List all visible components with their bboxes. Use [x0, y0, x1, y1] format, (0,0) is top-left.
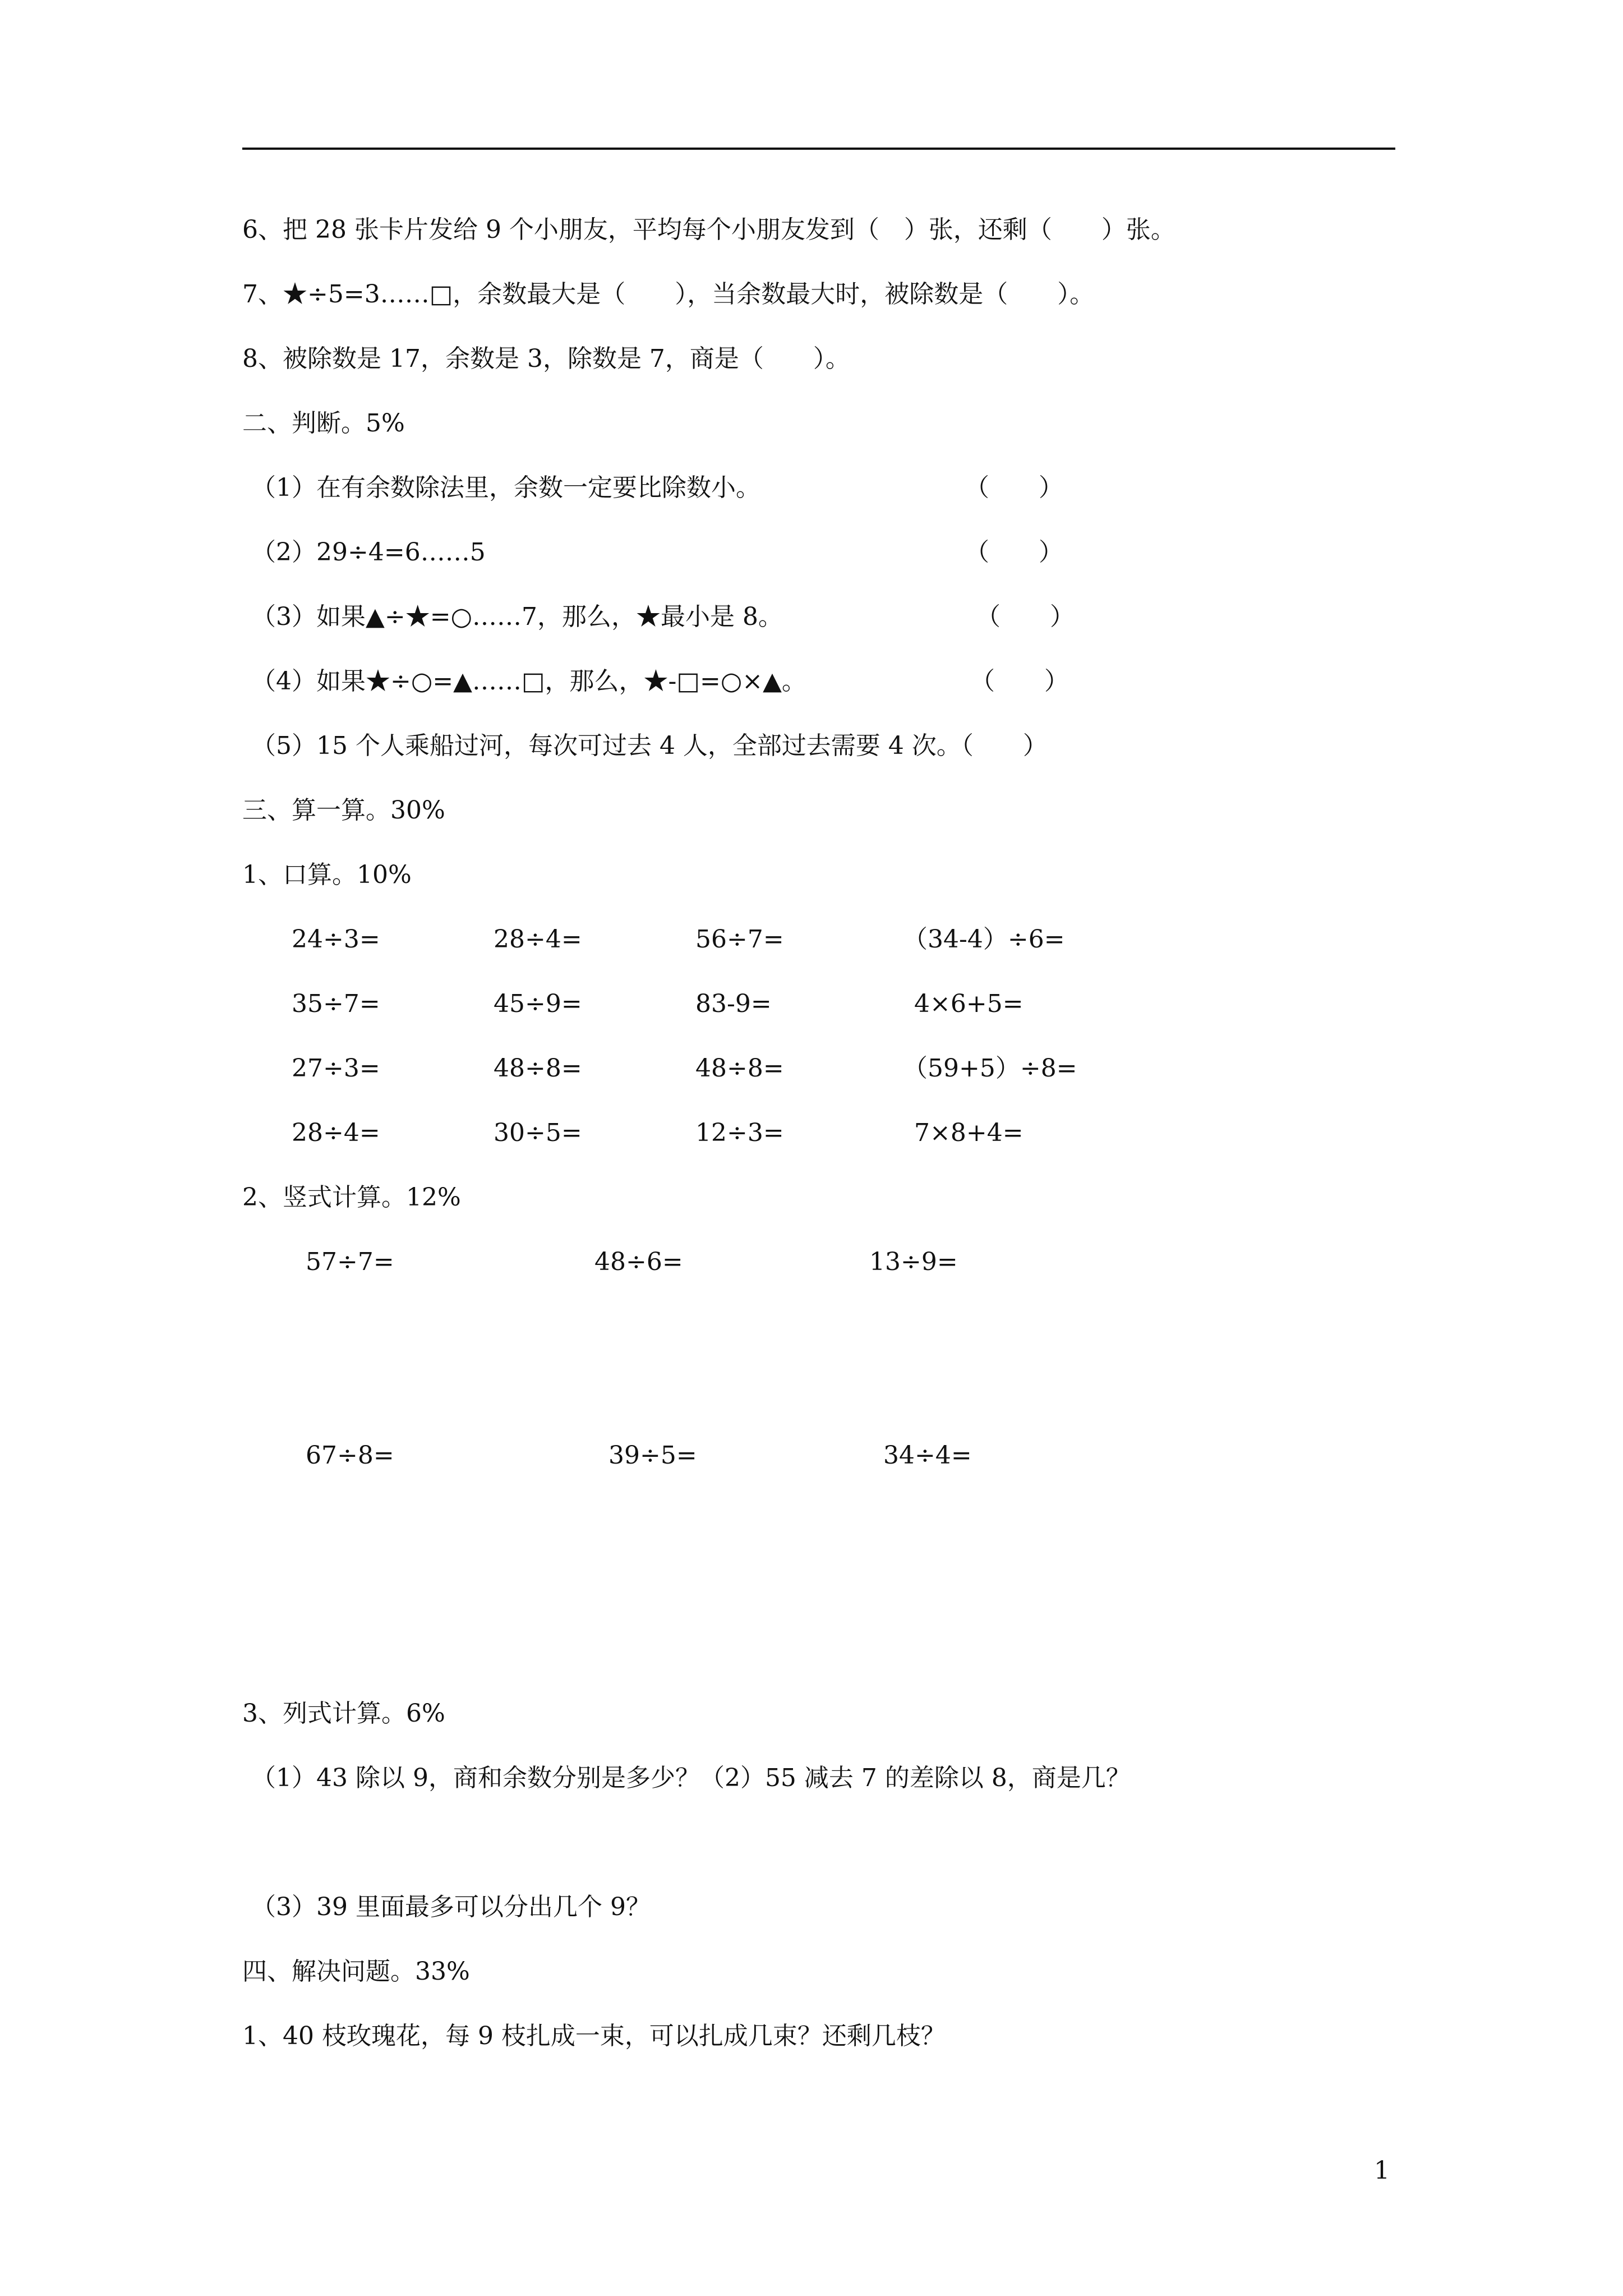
header-rule — [242, 148, 1395, 150]
listed-heading: 3、列式计算。6% — [242, 1699, 445, 1728]
question-6: 6、把 28 张卡片发给 9 个小朋友，平均每个小朋友发到（ ）张，还剩（ ）张。 — [242, 215, 1175, 244]
vertical-problem: 67÷8= — [306, 1441, 394, 1470]
section-2-heading: 二、判断。5% — [242, 409, 405, 438]
judge-item-4: （4）如果★÷○=▲……□，那么，★-□=○×▲。 — [251, 667, 806, 696]
oral-cell: 24÷3= — [292, 925, 380, 954]
vertical-problem: 57÷7= — [306, 1248, 394, 1276]
oral-cell: （34-4）÷6= — [903, 925, 1065, 954]
oral-cell: 4×6+5= — [914, 990, 1023, 1018]
question-7: 7、★÷5=3……□，余数最大是（ ），当余数最大时，被除数是（ ）。 — [242, 280, 1095, 309]
oral-cell: 83-9= — [695, 990, 772, 1018]
oral-cell: 28÷4= — [494, 925, 582, 954]
vertical-problem: 13÷9= — [869, 1248, 958, 1276]
judge-item-5: （5）15 个人乘船过河，每次可过去 4 人，全部过去需要 4 次。（ ） — [251, 731, 1048, 760]
judge-paren-1: （ ） — [965, 473, 1063, 502]
question-8: 8、被除数是 17，余数是 3，除数是 7，商是（ ）。 — [242, 344, 850, 373]
oral-cell: 48÷8= — [494, 1054, 582, 1083]
judge-paren-3: （ ） — [976, 602, 1075, 631]
oral-cell: 28÷4= — [292, 1119, 380, 1147]
judge-item-2: （2）29÷4=6……5 — [251, 538, 486, 567]
oral-cell: 35÷7= — [292, 990, 380, 1018]
vertical-problem: 34÷4= — [883, 1441, 972, 1470]
vertical-problem: 48÷6= — [594, 1248, 683, 1276]
oral-cell: 48÷8= — [695, 1054, 784, 1083]
section-4-heading: 四、解决问题。33% — [242, 1957, 470, 1986]
problem-1: 1、40 枝玫瑰花，每 9 枝扎成一束，可以扎成几束？还剩几枝？ — [242, 2022, 946, 2050]
oral-cell: 27÷3= — [292, 1054, 380, 1083]
vertical-heading: 2、竖式计算。12% — [242, 1183, 461, 1212]
oral-cell: 7×8+4= — [914, 1119, 1023, 1147]
judge-item-3: （3）如果▲÷★=○……7，那么，★最小是 8。 — [251, 602, 783, 631]
judge-item-1: （1）在有余数除法里，余数一定要比除数小。 — [251, 473, 760, 502]
vertical-problem: 39÷5= — [608, 1441, 697, 1470]
section-3-heading: 三、算一算。30% — [242, 796, 445, 825]
oral-cell: 56÷7= — [695, 925, 784, 954]
page-number: 1 — [1374, 2156, 1390, 2185]
judge-paren-2: （ ） — [965, 538, 1063, 567]
oral-cell: （59+5）÷8= — [903, 1054, 1077, 1083]
oral-cell: 12÷3= — [695, 1119, 784, 1147]
oral-cell: 45÷9= — [494, 990, 582, 1018]
listed-question-3: （3）39 里面最多可以分出几个 9？ — [251, 1893, 651, 1921]
oral-heading: 1、口算。10% — [242, 861, 412, 889]
listed-question-1-2: （1）43 除以 9，商和余数分别是多少？（2）55 减去 7 的差除以 8，商是几？ — [251, 1764, 1131, 1792]
judge-paren-4: （ ） — [970, 667, 1069, 696]
oral-cell: 30÷5= — [494, 1119, 582, 1147]
